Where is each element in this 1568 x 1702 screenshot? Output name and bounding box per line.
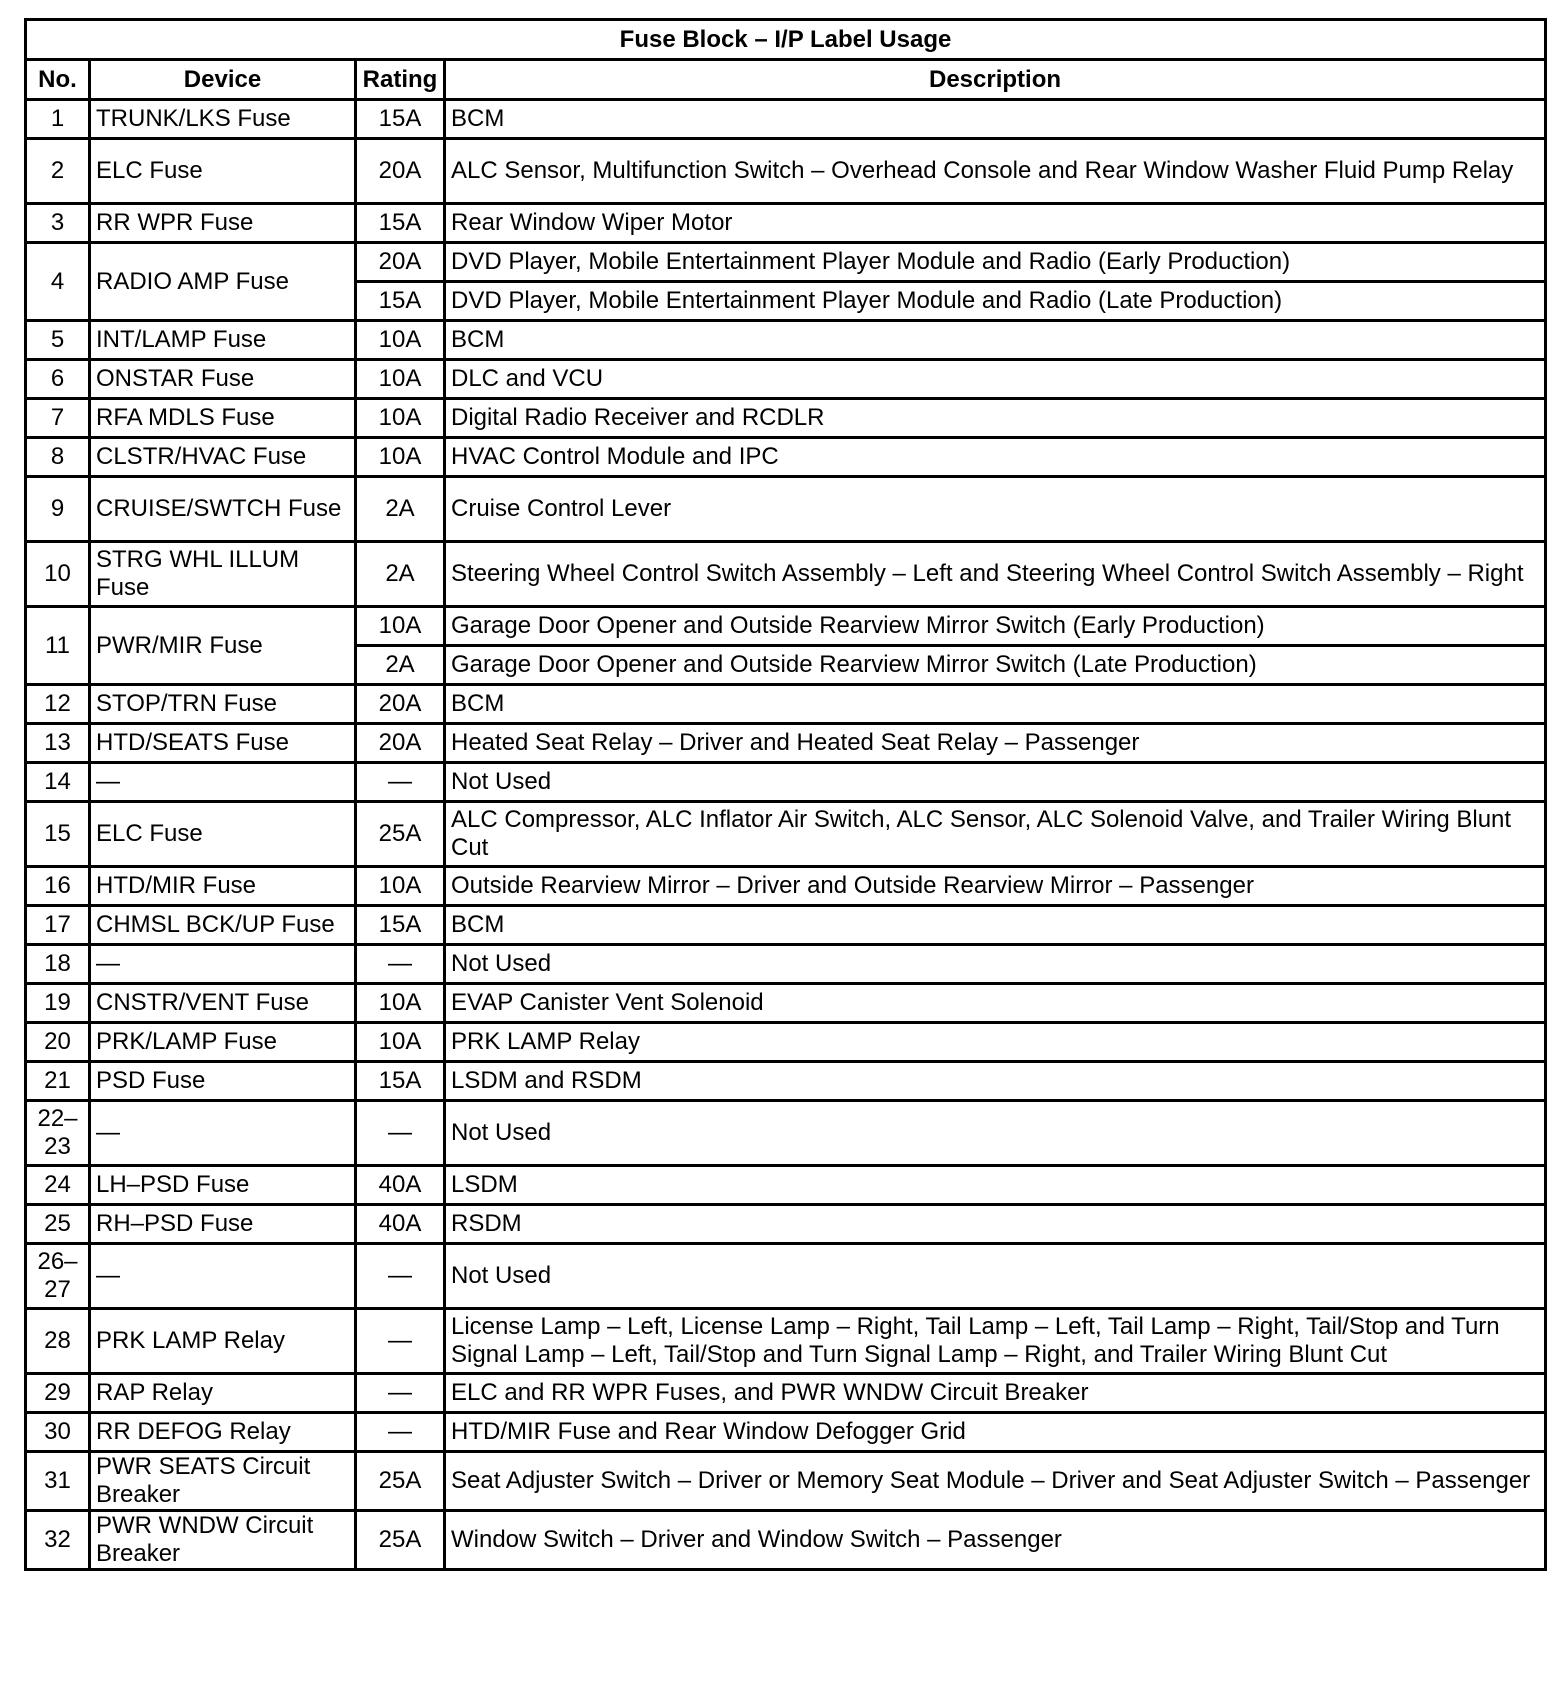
table-row [26,607,1546,646]
table-row [26,139,1546,204]
device-name: HTD/SEATS Fuse [90,724,356,763]
fuse-description: Not Used [445,945,1546,984]
device-name: CRUISE/SWTCH Fuse [90,477,356,542]
fuse-description: DVD Player, Mobile Entertainment Player Module and Radio (Early Production) [445,243,1546,282]
fuse-description: Steering Wheel Control Switch Assembly – Left and Steering Wheel Control Switch Assembly – Right [445,542,1546,607]
fuse-number: 30 [26,1413,90,1452]
fuse-rating: — [356,1244,445,1309]
device-name: PSD Fuse [90,1062,356,1101]
fuse-description: ALC Sensor, Multifunction Switch – Overhead Console and Rear Window Washer Fluid Pump Relay [445,139,1546,204]
fuse-number: 18 [26,945,90,984]
table-row [26,542,1546,607]
fuse-number: 12 [26,685,90,724]
fuse-number: 20 [26,1023,90,1062]
fuse-rating: — [356,1374,445,1413]
device-name: PWR/MIR Fuse [90,607,356,685]
fuse-description: DVD Player, Mobile Entertainment Player Module and Radio (Late Production) [445,282,1546,321]
device-name: TRUNK/LKS Fuse [90,100,356,139]
fuse-description: ALC Compressor, ALC Inflator Air Switch, ALC Sensor, ALC Solenoid Valve, and Trailer Wiring Blunt Cut [445,802,1546,867]
header-device: Device [90,60,356,100]
fuse-rating: 20A [356,685,445,724]
fuse-rating: 15A [356,906,445,945]
fuse-description: BCM [445,100,1546,139]
table-row [26,945,1546,984]
device-name: RR WPR Fuse [90,204,356,243]
fuse-rating: — [356,1309,445,1374]
device-name: RAP Relay [90,1374,356,1413]
table-row [26,1205,1546,1244]
fuse-description: BCM [445,906,1546,945]
table-title: Fuse Block – I/P Label Usage [26,20,1546,60]
fuse-number: 16 [26,867,90,906]
table-row [26,100,1546,139]
fuse-number: 15 [26,802,90,867]
fuse-rating: 2A [356,646,445,685]
fuse-number: 5 [26,321,90,360]
table-row [26,1244,1546,1309]
fuse-rating: 25A [356,1452,445,1511]
fuse-number: 22–23 [26,1101,90,1166]
table-row [26,438,1546,477]
fuse-description: Not Used [445,1244,1546,1309]
fuse-description: Not Used [445,1101,1546,1166]
fuse-rating: 15A [356,204,445,243]
fuse-rating: 10A [356,321,445,360]
device-name: LH–PSD Fuse [90,1166,356,1205]
table-row [26,1374,1546,1413]
fuse-rating: 10A [356,1023,445,1062]
fuse-description: Seat Adjuster Switch – Driver or Memory Seat Module – Driver and Seat Adjuster Switch – Passenger [445,1452,1546,1511]
device-name: CHMSL BCK/UP Fuse [90,906,356,945]
device-name: RR DEFOG Relay [90,1413,356,1452]
device-name: — [90,945,356,984]
fuse-description: Rear Window Wiper Motor [445,204,1546,243]
table-body [26,100,1546,1570]
fuse-number: 1 [26,100,90,139]
device-name: CLSTR/HVAC Fuse [90,438,356,477]
table-row [26,867,1546,906]
device-name: PWR SEATS Circuit Breaker [90,1452,356,1511]
table-row [26,1452,1546,1511]
device-name: — [90,763,356,802]
fuse-number: 17 [26,906,90,945]
table-row [26,685,1546,724]
device-name: HTD/MIR Fuse [90,867,356,906]
fuse-number: 29 [26,1374,90,1413]
table-row [26,763,1546,802]
fuse-rating: 10A [356,607,445,646]
table-row [26,1062,1546,1101]
device-name: STOP/TRN Fuse [90,685,356,724]
table-row [26,1166,1546,1205]
fuse-number: 7 [26,399,90,438]
device-name: STRG WHL ILLUM Fuse [90,542,356,607]
fuse-number: 14 [26,763,90,802]
fuse-number: 2 [26,139,90,204]
fuse-number: 8 [26,438,90,477]
fuse-description: Outside Rearview Mirror – Driver and Outside Rearview Mirror – Passenger [445,867,1546,906]
fuse-number: 10 [26,542,90,607]
fuse-description: HVAC Control Module and IPC [445,438,1546,477]
device-name: PWR WNDW Circuit Breaker [90,1511,356,1570]
table-row [26,1511,1546,1570]
device-name: ONSTAR Fuse [90,360,356,399]
device-name: RFA MDLS Fuse [90,399,356,438]
fuse-rating: 10A [356,360,445,399]
fuse-rating: 15A [356,100,445,139]
fuse-number: 11 [26,607,90,685]
fuse-description: LSDM [445,1166,1546,1205]
fuse-rating: 20A [356,724,445,763]
table-row [26,724,1546,763]
fuse-description: RSDM [445,1205,1546,1244]
fuse-description: Cruise Control Lever [445,477,1546,542]
table-row [26,321,1546,360]
fuse-number: 32 [26,1511,90,1570]
device-name: CNSTR/VENT Fuse [90,984,356,1023]
device-name: — [90,1101,356,1166]
fuse-description: ELC and RR WPR Fuses, and PWR WNDW Circuit Breaker [445,1374,1546,1413]
table-row [26,1023,1546,1062]
fuse-description: HTD/MIR Fuse and Rear Window Defogger Grid [445,1413,1546,1452]
fuse-number: 25 [26,1205,90,1244]
fuse-rating: 20A [356,139,445,204]
fuse-number: 24 [26,1166,90,1205]
fuse-rating: — [356,763,445,802]
fuse-rating: 10A [356,984,445,1023]
device-name: ELC Fuse [90,139,356,204]
header-description: Description [445,60,1546,100]
fuse-rating: 25A [356,1511,445,1570]
fuse-description: License Lamp – Left, License Lamp – Right, Tail Lamp – Left, Tail Lamp – Right, Tail/Stop and Turn Signal Lamp – Left, Tail/Stop and Turn Signal Lamp – Right, and Trailer Wiring Blunt Cut [445,1309,1546,1374]
fuse-description: DLC and VCU [445,360,1546,399]
fuse-description: PRK LAMP Relay [445,1023,1546,1062]
fuse-rating: 15A [356,282,445,321]
fuse-number: 31 [26,1452,90,1511]
fuse-number: 19 [26,984,90,1023]
device-name: RH–PSD Fuse [90,1205,356,1244]
table-row [26,243,1546,282]
fuse-rating: 2A [356,542,445,607]
fuse-rating: 15A [356,1062,445,1101]
table-row [26,802,1546,867]
header-no: No. [26,60,90,100]
fuse-rating: 25A [356,802,445,867]
table-row [26,477,1546,542]
header-rating: Rating [356,60,445,100]
fuse-number: 28 [26,1309,90,1374]
table-row [26,360,1546,399]
fuse-number: 13 [26,724,90,763]
fuse-block-table [24,18,1547,1571]
fuse-rating: 2A [356,477,445,542]
fuse-rating: 20A [356,243,445,282]
device-name: RADIO AMP Fuse [90,243,356,321]
table-row [26,984,1546,1023]
table-row [26,1309,1546,1374]
fuse-description: Heated Seat Relay – Driver and Heated Seat Relay – Passenger [445,724,1546,763]
fuse-description: Window Switch – Driver and Window Switch – Passenger [445,1511,1546,1570]
fuse-description: Garage Door Opener and Outside Rearview Mirror Switch (Late Production) [445,646,1546,685]
table-row [26,906,1546,945]
fuse-rating: 10A [356,438,445,477]
fuse-rating: 40A [356,1205,445,1244]
table-row [26,399,1546,438]
fuse-description: BCM [445,685,1546,724]
fuse-number: 26–27 [26,1244,90,1309]
device-name: INT/LAMP Fuse [90,321,356,360]
fuse-rating: — [356,1413,445,1452]
fuse-number: 4 [26,243,90,321]
fuse-rating: — [356,1101,445,1166]
table-row [26,204,1546,243]
table-row [26,1101,1546,1166]
fuse-description: Not Used [445,763,1546,802]
fuse-description: Garage Door Opener and Outside Rearview Mirror Switch (Early Production) [445,607,1546,646]
device-name: ELC Fuse [90,802,356,867]
fuse-rating: 10A [356,399,445,438]
device-name: PRK/LAMP Fuse [90,1023,356,1062]
device-name: PRK LAMP Relay [90,1309,356,1374]
fuse-number: 3 [26,204,90,243]
fuse-number: 9 [26,477,90,542]
fuse-description: BCM [445,321,1546,360]
fuse-description: Digital Radio Receiver and RCDLR [445,399,1546,438]
fuse-description: EVAP Canister Vent Solenoid [445,984,1546,1023]
fuse-rating: 10A [356,867,445,906]
fuse-rating: 40A [356,1166,445,1205]
fuse-number: 6 [26,360,90,399]
fuse-number: 21 [26,1062,90,1101]
device-name: — [90,1244,356,1309]
fuse-rating: — [356,945,445,984]
fuse-description: LSDM and RSDM [445,1062,1546,1101]
table-row [26,1413,1546,1452]
